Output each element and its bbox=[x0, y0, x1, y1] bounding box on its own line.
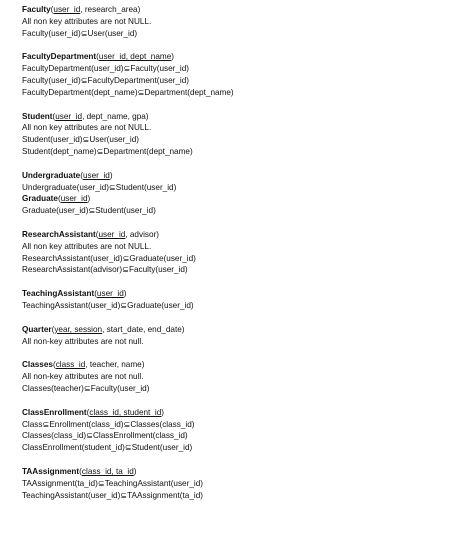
text-segment: FacultyDepartment(user_id)⊆Faculty(user_id) bbox=[22, 64, 190, 74]
relation-name: TAAssignment bbox=[22, 466, 80, 476]
text-segment: TeachingAssistant(user_id)⊆Graduate(user_id) bbox=[22, 300, 194, 310]
relation-definition bbox=[22, 288, 462, 300]
text-segment: Student(user_id)⊆User(user_id) bbox=[22, 135, 139, 145]
constraint-line bbox=[22, 241, 462, 253]
key-attributes: year, session bbox=[54, 324, 103, 334]
schema-section bbox=[22, 359, 462, 394]
key-attributes: user_id bbox=[96, 289, 124, 299]
key-attributes: class_id bbox=[55, 360, 86, 370]
text-segment: Classes(class_id)⊆ClassEnrollment(class_id) bbox=[22, 431, 188, 441]
constraint-line bbox=[22, 264, 462, 276]
constraint-line bbox=[22, 383, 462, 395]
text-segment: ( bbox=[80, 170, 83, 180]
schema-section bbox=[22, 466, 462, 501]
text-segment: ClassEnrollment(student_id)⊆Student(user_id) bbox=[22, 443, 193, 453]
constraint-line bbox=[22, 146, 462, 158]
text-segment: All non-key attributes are not null. bbox=[22, 372, 144, 382]
schema-section bbox=[22, 229, 462, 276]
text-segment: ) bbox=[133, 466, 137, 476]
text-segment: ( bbox=[79, 466, 82, 476]
text-segment: ) bbox=[109, 170, 113, 180]
text-segment: ( bbox=[52, 111, 56, 121]
text-segment: TeachingAssistant(user_id)⊆TAAssignment(ta_id) bbox=[22, 490, 203, 500]
constraint-line bbox=[22, 16, 462, 28]
text-segment: , advisor) bbox=[125, 229, 159, 239]
relation-name: Faculty bbox=[22, 5, 51, 14]
text-segment: ( bbox=[96, 52, 99, 62]
text-segment: Student(dept_name)⊆Department(dept_name) bbox=[22, 146, 193, 156]
constraint-line bbox=[22, 205, 462, 217]
relation-name: Student bbox=[22, 111, 53, 121]
text-segment: All non key attributes are not NULL. bbox=[22, 241, 152, 251]
text-segment: ( bbox=[51, 324, 55, 334]
constraint-line bbox=[22, 134, 462, 146]
schema-section bbox=[22, 324, 462, 348]
text-segment: Graduate(user_id)⊆Student(user_id) bbox=[22, 206, 156, 216]
constraint-line bbox=[22, 87, 462, 99]
schema-section bbox=[22, 111, 462, 158]
text-segment: All non-key attributes are not null. bbox=[22, 336, 144, 346]
key-attributes: user_id bbox=[53, 5, 81, 14]
key-attributes: user_id bbox=[55, 111, 83, 121]
schema-document bbox=[22, 4, 462, 513]
constraint-line bbox=[22, 182, 462, 194]
text-segment: , research_area) bbox=[80, 5, 141, 14]
relation-name: TeachingAssistant bbox=[22, 289, 95, 299]
text-segment: ) bbox=[161, 407, 164, 417]
text-segment: All non key attributes are not NULL. bbox=[22, 16, 152, 26]
constraint-line bbox=[22, 478, 462, 490]
key-attributes: user_id, dept_name bbox=[98, 52, 172, 62]
schema-section bbox=[22, 4, 462, 39]
text-segment: All non key attributes are not NULL. bbox=[22, 123, 152, 133]
relation-name: Graduate bbox=[22, 194, 58, 204]
constraint-line bbox=[22, 336, 462, 348]
constraint-line bbox=[22, 253, 462, 265]
relation-name: Quarter bbox=[22, 324, 52, 334]
key-attributes: class_id, student_id bbox=[89, 407, 162, 417]
constraint-line bbox=[22, 490, 462, 502]
text-segment: , teacher, name) bbox=[85, 360, 145, 370]
text-segment: ( bbox=[57, 194, 61, 204]
relation-name: Undergraduate bbox=[22, 170, 81, 180]
text-segment: Undergraduate(user_id)⊆Student(user_id) bbox=[22, 182, 177, 192]
text-segment: , start_date, end_date) bbox=[102, 324, 185, 334]
text-segment: , dept_name, gpa) bbox=[82, 111, 149, 121]
text-segment: ) bbox=[123, 289, 127, 299]
schema-section bbox=[22, 407, 462, 454]
key-attributes: user_id bbox=[98, 229, 126, 239]
text-segment: ResearchAssistant(user_id)⊆Graduate(user_id) bbox=[22, 253, 196, 263]
constraint-line bbox=[22, 28, 462, 40]
constraint-line bbox=[22, 442, 462, 454]
text-segment: ResearchAssistant(advisor)⊆Faculty(user_id) bbox=[22, 265, 188, 275]
constraint-line bbox=[22, 193, 462, 205]
relation-name: FacultyDepartment bbox=[22, 52, 97, 62]
key-attributes: user_id bbox=[60, 194, 88, 204]
relation-definition bbox=[22, 359, 462, 371]
key-attributes: class_id, ta_id bbox=[81, 466, 134, 476]
constraint-line bbox=[22, 430, 462, 442]
schema-section bbox=[22, 288, 462, 312]
constraint-line bbox=[22, 371, 462, 383]
text-segment: ( bbox=[94, 289, 97, 299]
text-segment: ( bbox=[86, 407, 90, 417]
text-segment: ) bbox=[87, 194, 91, 204]
relation-name: ClassEnrollment bbox=[22, 407, 87, 417]
text-segment: Faculty(user_id)⊆FacultyDepartment(user_id) bbox=[22, 75, 190, 85]
constraint-line bbox=[22, 63, 462, 75]
text-segment: TAAssignment(ta_id)⊆TeachingAssistant(user_id) bbox=[22, 478, 203, 488]
schema-section bbox=[22, 51, 462, 98]
schema-section bbox=[22, 170, 462, 217]
relation-definition bbox=[22, 324, 462, 336]
relation-name: Classes bbox=[22, 360, 53, 370]
constraint-line bbox=[22, 122, 462, 134]
text-segment: Faculty(user_id)⊆User(user_id) bbox=[22, 28, 138, 38]
constraint-line bbox=[22, 419, 462, 431]
relation-name: ResearchAssistant bbox=[22, 229, 96, 239]
relation-definition bbox=[22, 51, 462, 63]
text-segment: ( bbox=[52, 360, 56, 370]
constraint-line bbox=[22, 75, 462, 87]
text-segment: Class⊆Enrollment(class_id)⊆Classes(class_id) bbox=[22, 419, 195, 429]
relation-definition bbox=[22, 466, 462, 478]
text-segment: ) bbox=[171, 52, 175, 62]
relation-definition bbox=[22, 170, 462, 182]
text-segment: FacultyDepartment(dept_name)⊆Department(dept_name) bbox=[22, 87, 234, 97]
constraint-line bbox=[22, 300, 462, 312]
relation-definition bbox=[22, 111, 462, 123]
relation-definition bbox=[22, 407, 462, 419]
text-segment: Classes(teacher)⊆Faculty(user_id) bbox=[22, 383, 150, 393]
relation-definition bbox=[22, 4, 462, 16]
text-segment: ( bbox=[50, 5, 54, 14]
relation-definition bbox=[22, 229, 462, 241]
key-attributes: user_id bbox=[82, 170, 110, 180]
text-segment: ( bbox=[95, 229, 99, 239]
